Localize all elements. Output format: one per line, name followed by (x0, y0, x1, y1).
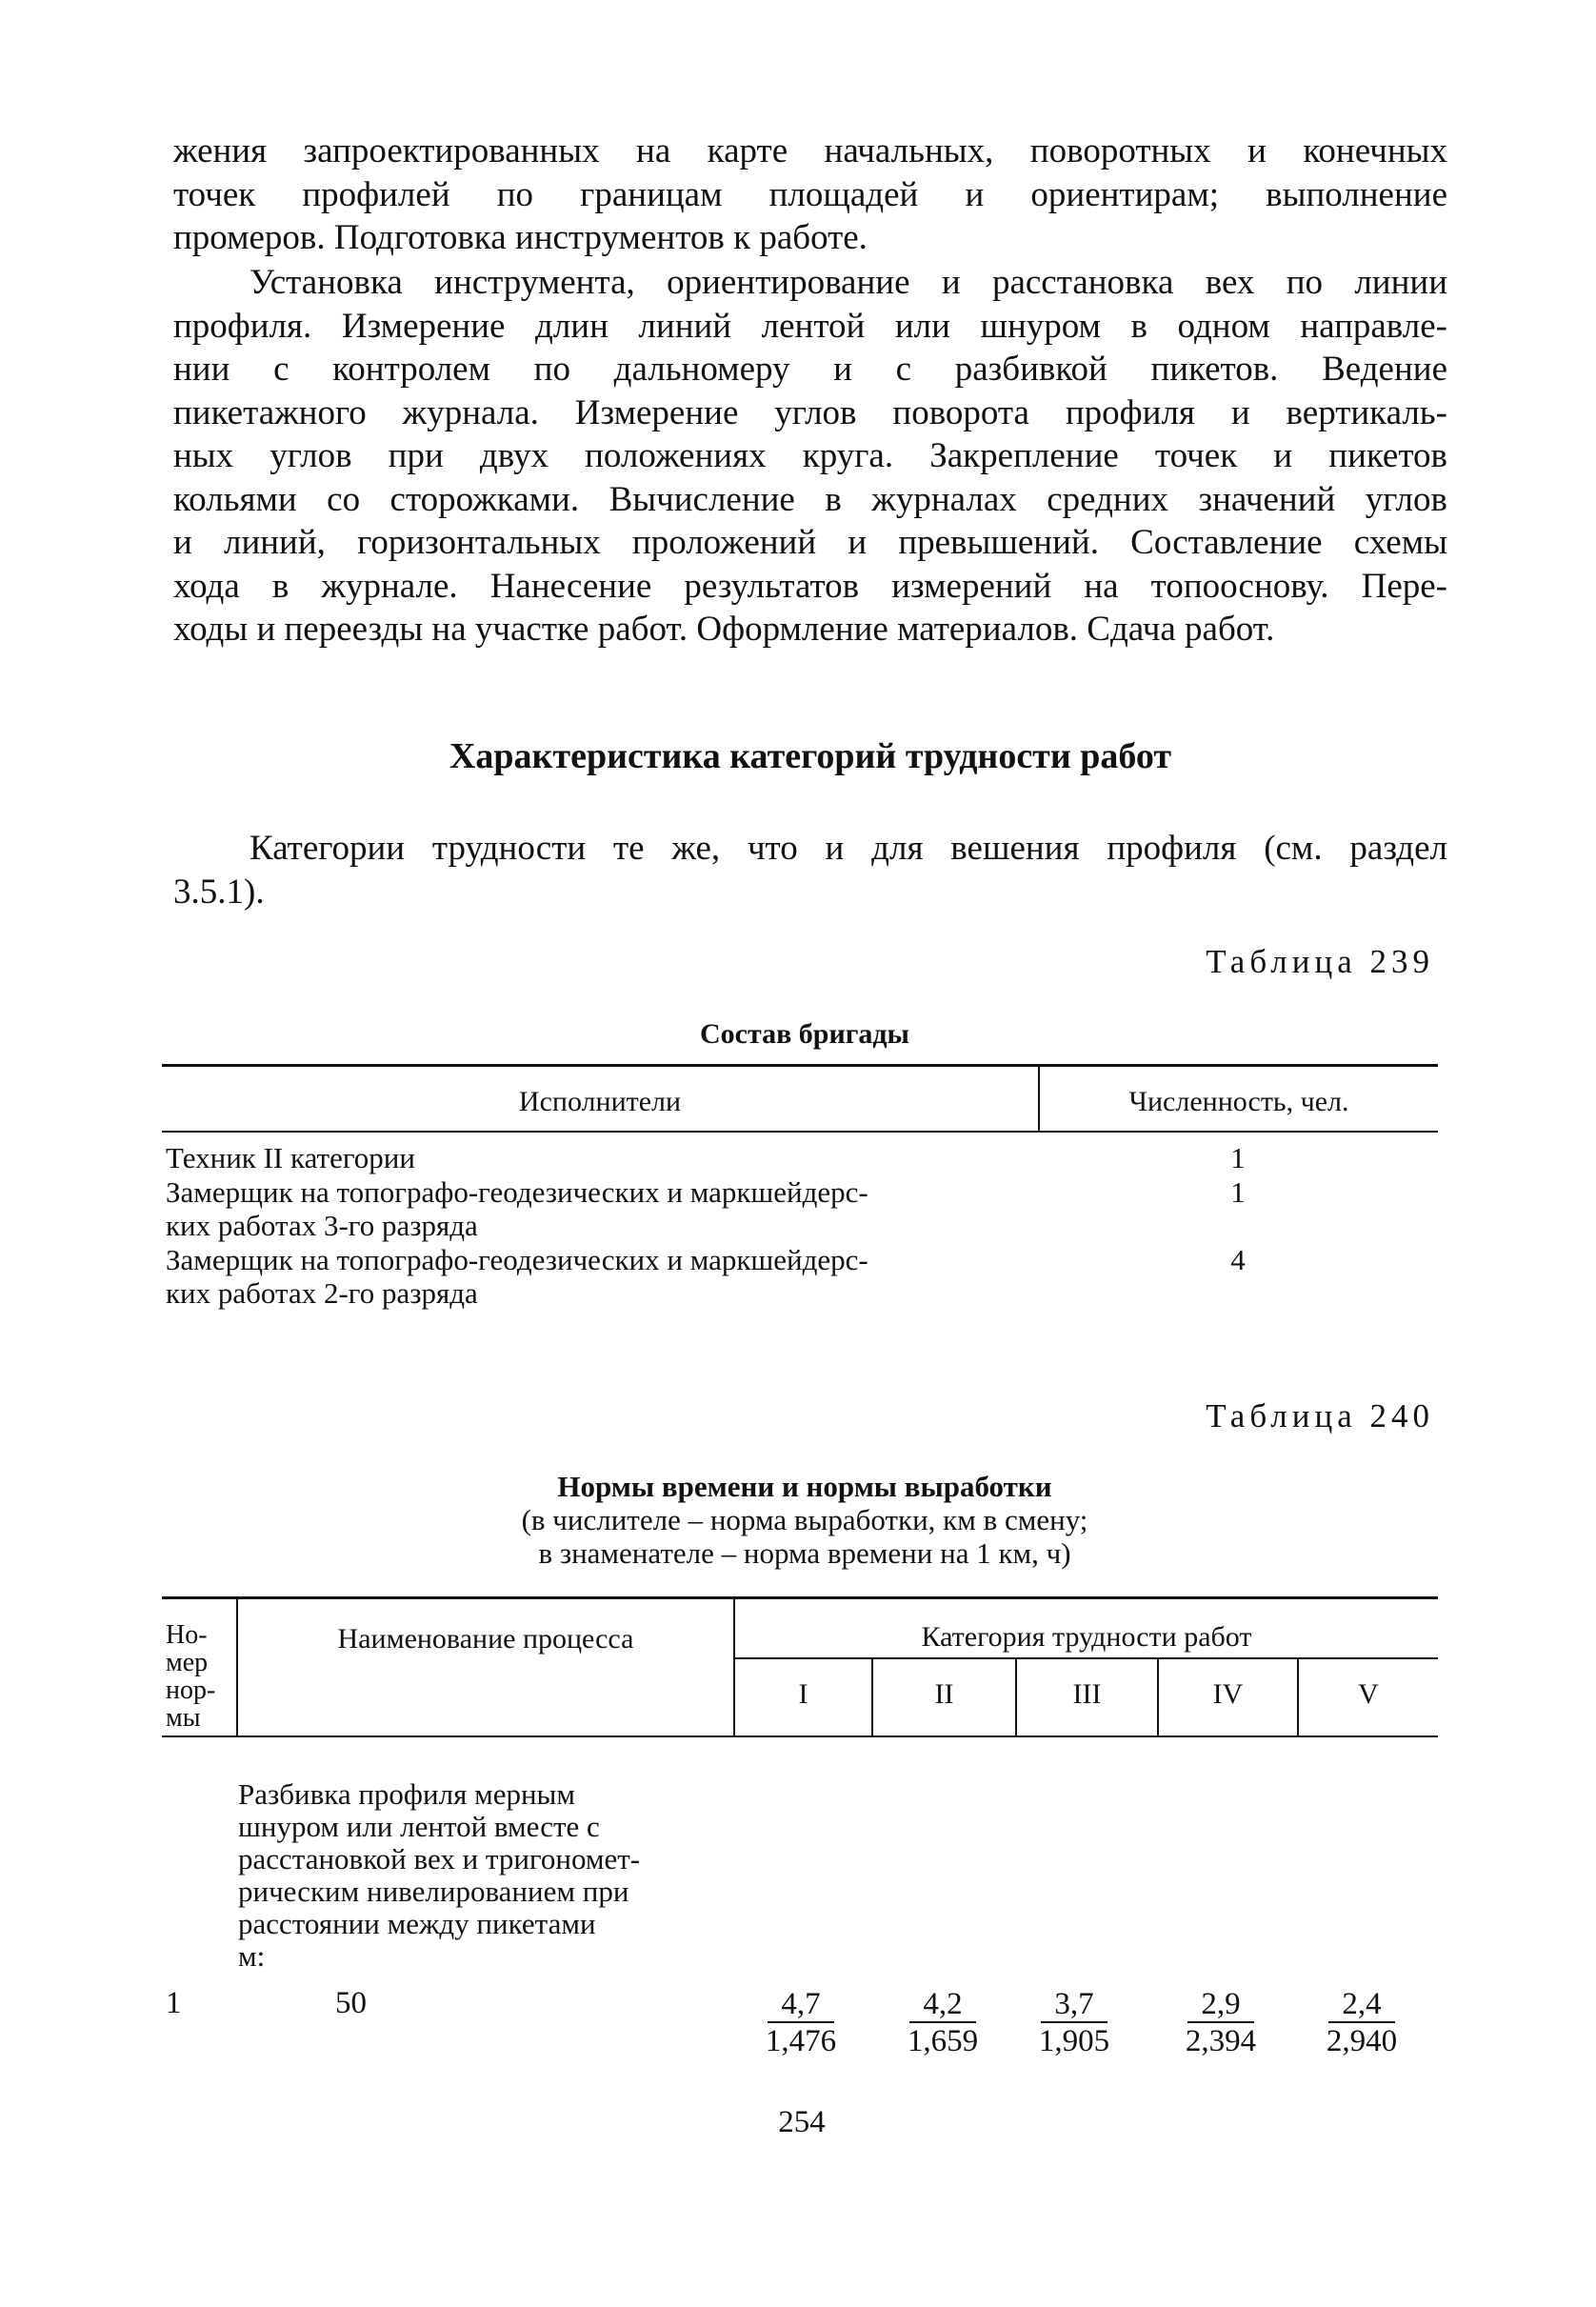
text-line: профиля. Измерение длин линий лентой или шнуром в одном направле- (173, 306, 1447, 346)
subtitle-line: (в числителе – норма выработки, км в смену; (521, 1503, 1088, 1536)
table-rule (162, 1131, 1438, 1133)
norm-number: 1 (166, 1986, 182, 2020)
text-line: пикетажного журнала. Измерение углов поворота профиля и вертикаль- (173, 392, 1447, 432)
time-norm: 2,394 (1185, 2024, 1257, 2058)
text-line: жения запроектированных на карте начальных, поворотных и конечных (173, 131, 1447, 171)
section-heading: Характеристика категорий трудности работ (449, 736, 1172, 776)
output-norm: 3,7 (1041, 1987, 1107, 2023)
text-line: ходы и переезды на участке работ. Оформление материалов. Сдача работ. (173, 610, 1275, 649)
headcount-value: 1 (1230, 1141, 1246, 1174)
performer-name: Замерщик на топографо-геодезических и маркшейдерс- (166, 1243, 868, 1276)
text-line: Категории трудности те же, что и для вешения профиля (см. раздел (249, 829, 1447, 868)
table-240-subtitle (162, 1503, 1447, 1570)
column-header-number (166, 1621, 215, 1732)
text-line: 3.5.1). (173, 872, 265, 912)
performer-name: ких работах 2-го разряда (166, 1276, 478, 1310)
time-norm: 1,905 (1038, 2024, 1110, 2058)
table-rule (162, 1735, 1438, 1737)
norm-fraction (886, 1987, 1000, 2059)
table-239-label: Таблица 239 (1206, 943, 1434, 980)
text-line: точек профилей по границам площадей и ориентирам; выполнение (173, 174, 1447, 214)
column-header-process: Наименование процесса (337, 1623, 634, 1655)
text-line: м: (238, 1939, 266, 1973)
header-line: мер (166, 1648, 209, 1677)
main-paragraph (173, 261, 1447, 652)
table-rule (162, 1596, 1438, 1599)
norm-fraction (1017, 1987, 1131, 2059)
norm-fraction (744, 1987, 858, 2059)
table-rule (735, 1657, 1438, 1659)
table-column-divider (236, 1596, 238, 1737)
table-240-label: Таблица 240 (1206, 1397, 1434, 1434)
text-line: нии с контролем по дальномеру и с разбивкой пикетов. Ведение (173, 350, 1447, 389)
table-239-title: Состав бригады (700, 1018, 909, 1050)
header-line: мы (166, 1703, 201, 1733)
category-header: V (1358, 1678, 1379, 1710)
text-line: Установка инструмента, ориентирование и расстановка вех по линии (249, 263, 1447, 302)
norm-fraction (1164, 1987, 1278, 2059)
table-row (166, 1243, 868, 1310)
time-norm: 1,476 (765, 2024, 837, 2058)
category-header: IV (1212, 1678, 1244, 1710)
text-line: промеров. Подготовка инструментов к работе. (173, 218, 868, 257)
headcount-value: 1 (1230, 1175, 1246, 1209)
table-row (166, 1141, 415, 1174)
table-row (166, 1175, 868, 1242)
text-line: расстановкой вех и тригономет- (238, 1842, 641, 1876)
text-line: расстоянии между пикетами (238, 1907, 596, 1940)
header-line: Но- (166, 1620, 208, 1650)
table-rule (162, 1064, 1438, 1067)
category-paragraph (173, 827, 1447, 913)
norm-fraction (1305, 1987, 1419, 2059)
category-header: I (798, 1678, 808, 1710)
category-header: II (934, 1678, 954, 1710)
intro-paragraph (173, 130, 1447, 260)
process-description (238, 1778, 640, 1973)
performer-name: Техник II категории (166, 1141, 415, 1174)
table-240-title: Нормы времени и нормы выработки (557, 1470, 1052, 1503)
text-line: рическим нивелированием при (238, 1875, 629, 1908)
headcount-value: 4 (1230, 1243, 1246, 1276)
text-line: ных углов при двух положениях круга. Закрепление точек и пикетов (173, 436, 1447, 475)
text-line: хода в журнале. Нанесение результатов измерений на топооснову. Пере- (173, 566, 1447, 606)
text-line: Разбивка профиля мерным (238, 1777, 576, 1811)
column-header-headcount: Численность, чел. (1128, 1086, 1349, 1117)
column-header-performers: Исполнители (518, 1086, 682, 1117)
text-line: и линий, горизонтальных проложений и превышений. Составление схемы (173, 523, 1447, 562)
text-line: шнуром или лентой вместе с (238, 1810, 600, 1843)
time-norm: 2,940 (1326, 2024, 1398, 2058)
performer-name: Замерщик на топографо-геодезических и маркшейдерс- (166, 1175, 868, 1209)
output-norm: 2,9 (1187, 1987, 1254, 2023)
output-norm: 4,2 (909, 1987, 976, 2023)
text-line: кольями со сторожками. Вычисление в журналах средних значений углов (173, 479, 1447, 519)
subtitle-line: в знаменателе – норма времени на 1 км, ч) (538, 1536, 1071, 1570)
output-norm: 4,7 (768, 1987, 834, 2023)
header-line: нор- (166, 1675, 216, 1705)
distance-value: 50 (335, 1986, 367, 2020)
output-norm: 2,4 (1328, 1987, 1395, 2023)
performer-name: ких работах 3-го разряда (166, 1209, 478, 1242)
table-column-divider (733, 1596, 735, 1737)
category-header: III (1072, 1678, 1102, 1710)
column-header-category: Категория трудности работ (921, 1621, 1252, 1653)
page-number: 254 (778, 2105, 826, 2139)
time-norm: 1,659 (907, 2024, 979, 2058)
